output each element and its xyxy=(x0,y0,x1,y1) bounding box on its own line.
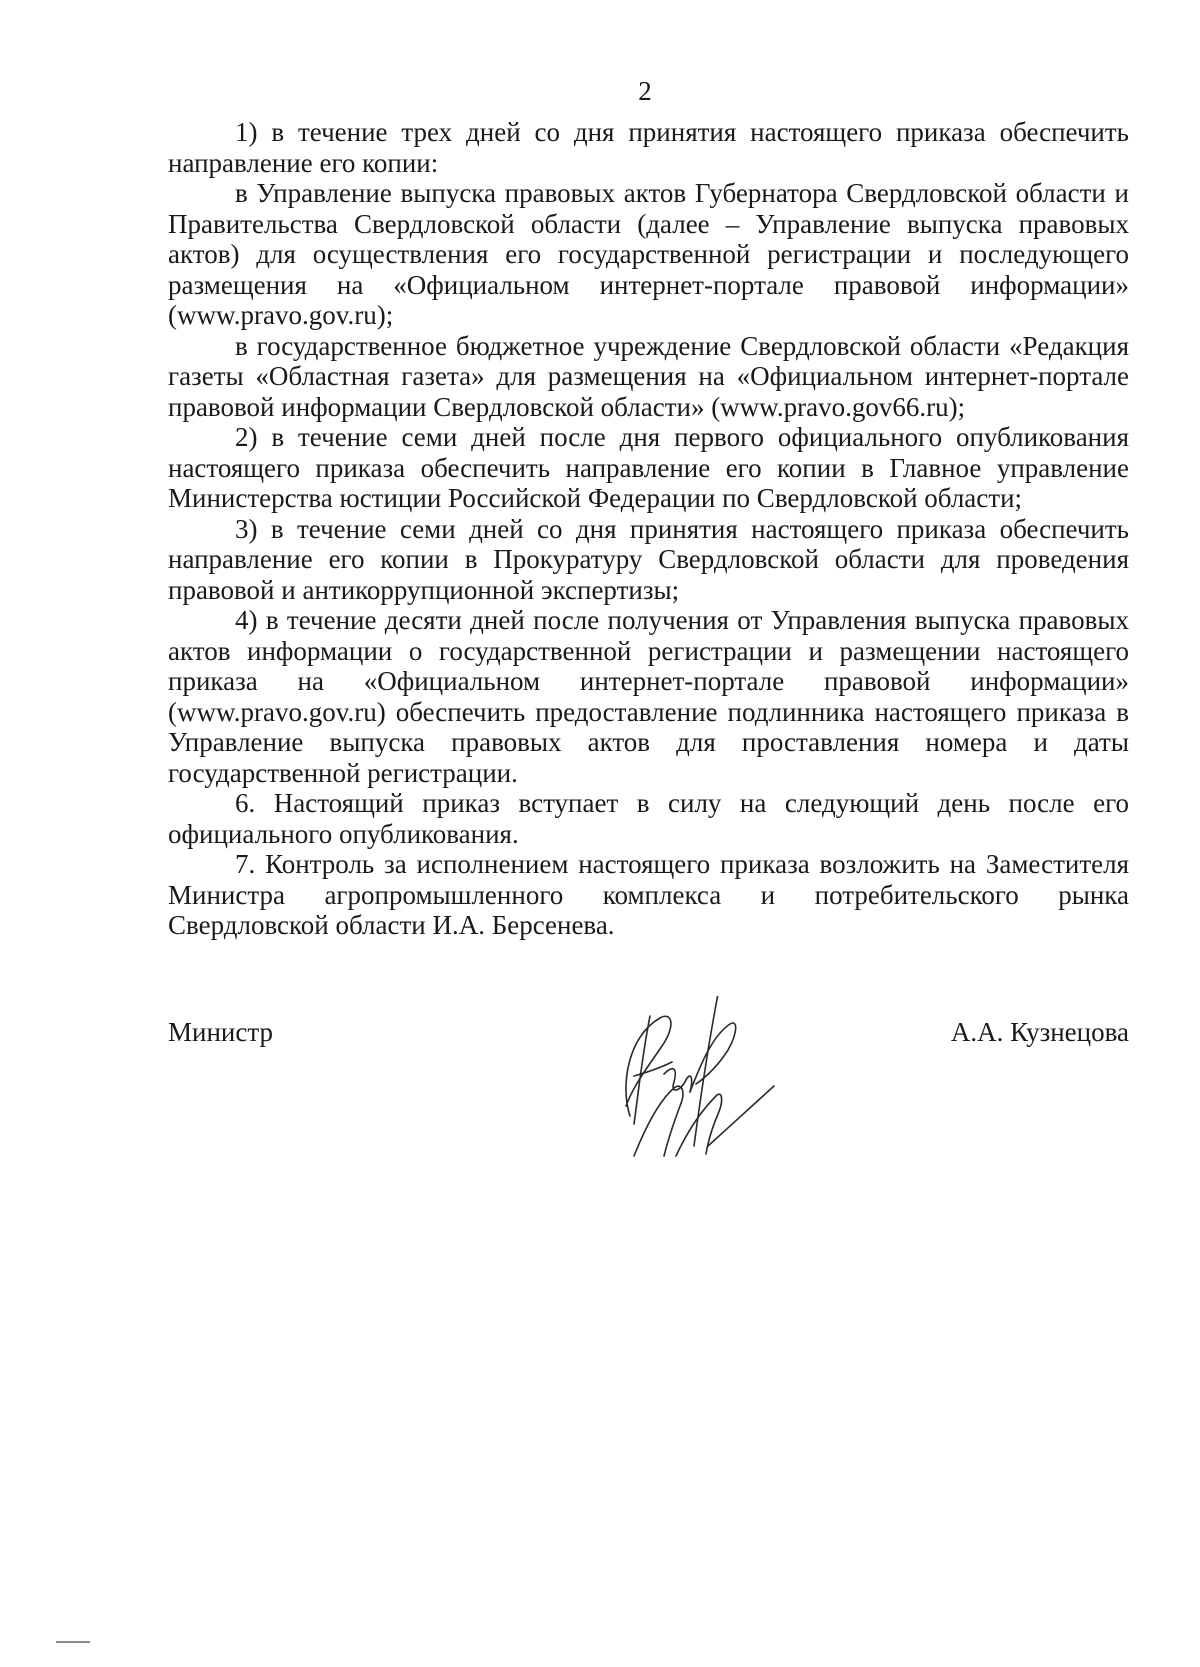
page-number: 2 xyxy=(638,76,652,106)
signatory-title: Министр xyxy=(168,1017,273,1047)
scan-artifact-line xyxy=(56,1641,90,1643)
document-body xyxy=(168,117,1129,941)
paragraph-1: 1) в течение трех дней со дня принятия настоящего приказа обеспечить направление его копии: xyxy=(168,117,1129,178)
paragraph-4: 2) в течение семи дней после дня первого официального опубликования настоящего приказа обеспечить направление его копии в Главное управление Министерства юстиции Российской Федерации по Свердловской области; xyxy=(168,422,1129,513)
paragraph-6: 4) в течение десяти дней после получения от Управления выпуска правовых актов информации о государственной регистрации и размещении настоящего приказа на «Официальном интернет-портале правовой информации» (www.pravo.gov.ru) обеспечить предоставление подлинника настоящего приказа в Управление выпуска правовых актов для проставления номера и даты государственной регистрации. xyxy=(168,605,1129,788)
paragraph-7: 6. Настоящий приказ вступает в силу на следующий день после его официального опубликования. xyxy=(168,788,1129,849)
paragraph-5: 3) в течение семи дней со дня принятия настоящего приказа обеспечить направление его копии в Прокуратуру Свердловской области для проведения правовой и антикоррупционной экспертизы; xyxy=(168,513,1129,605)
paragraph-3: в государственное бюджетное учреждение Свердловской области «Редакция газеты «Областная газета» для размещения на «Официальном интернет-портале правовой информации Свердловской области» (www.pravo.gov66.ru); xyxy=(168,330,1129,422)
paragraph-8: 7. Контроль за исполнением настоящего приказа возложить на Заместителя Министра агропромышленного комплекса и потребительского рынка Свердловской области И.А. Берсенева. xyxy=(168,849,1129,940)
paragraph-2: в Управление выпуска правовых актов Губернатора Свердловской области и Правительства Свердловской области (далее – Управление выпуска правовых актов) для осуществления его государственной регистрации и последующего размещения на «Официальном интернет-портале правовой информации» (www.pravo.gov.ru); xyxy=(168,178,1129,330)
signature-block xyxy=(168,1016,1129,1156)
handwritten-signature xyxy=(590,996,780,1176)
signatory-name: А.А. Кузнецова xyxy=(950,1017,1129,1047)
